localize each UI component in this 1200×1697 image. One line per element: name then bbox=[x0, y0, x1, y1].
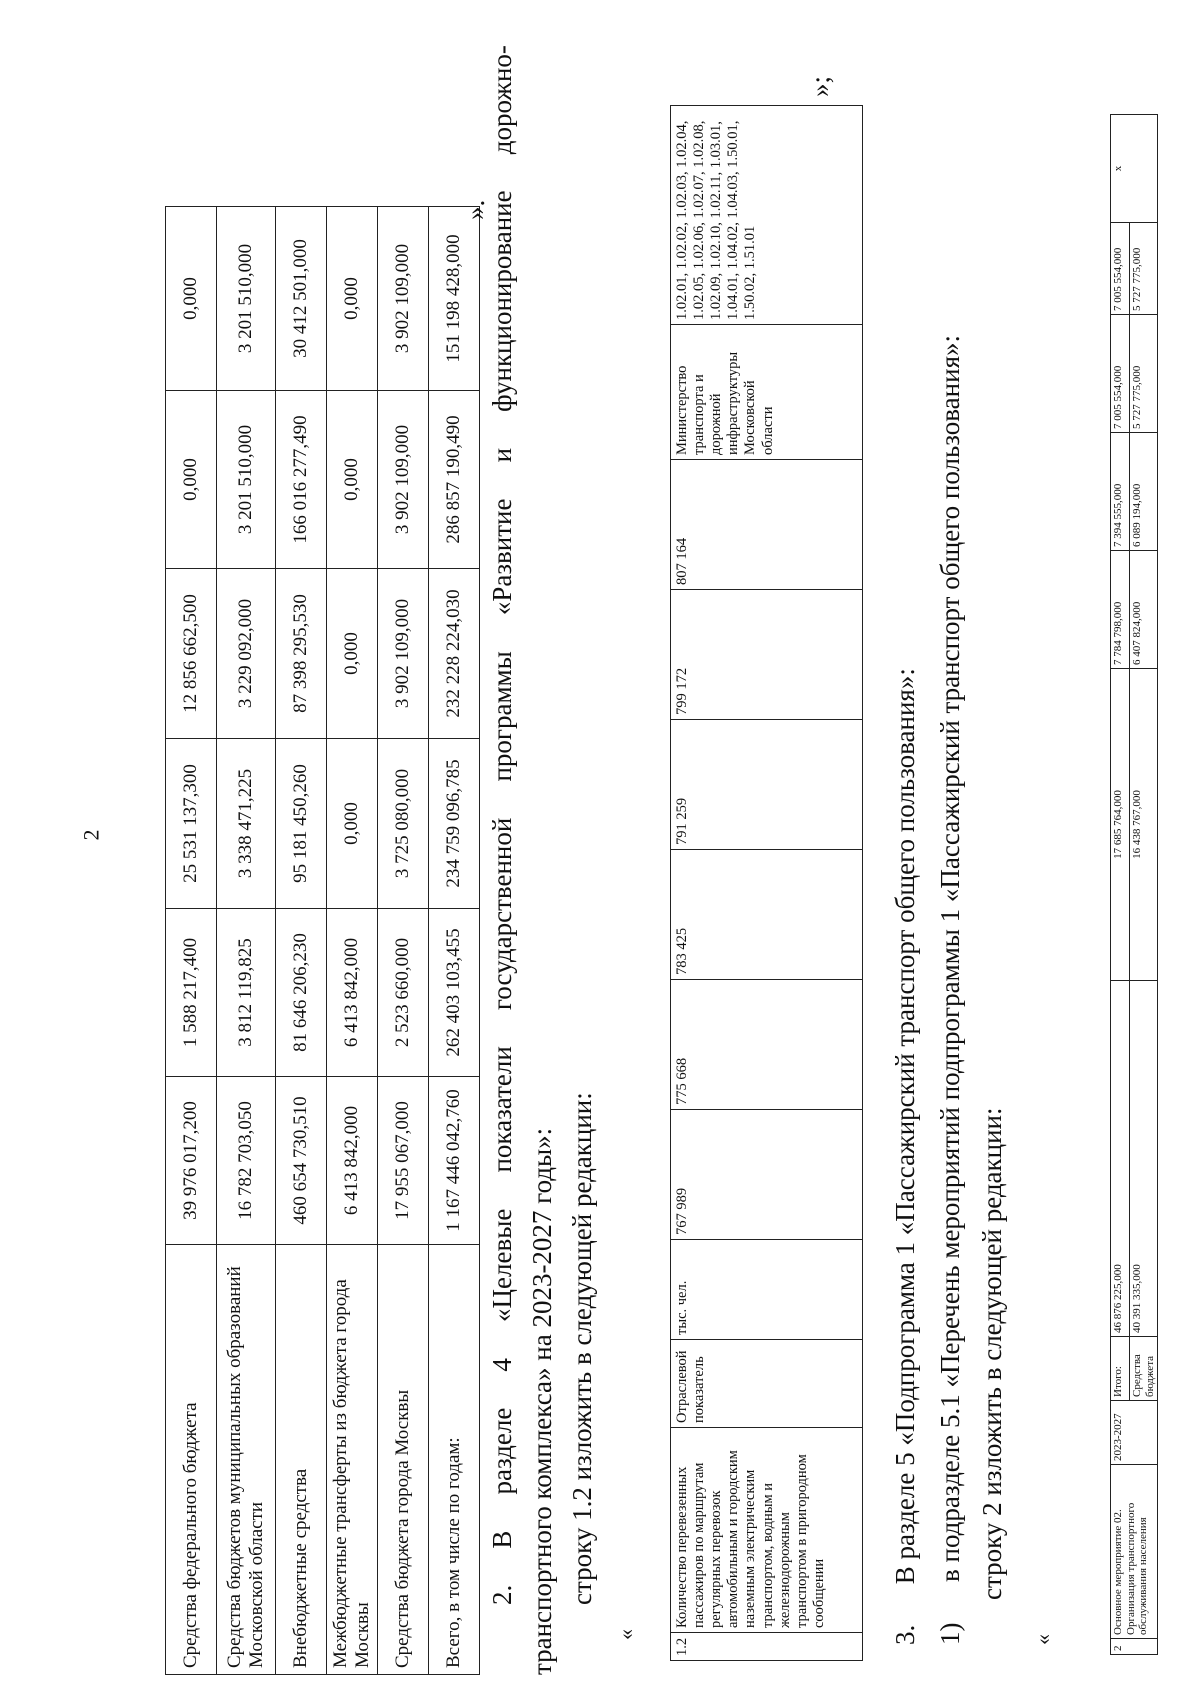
year-value: 5 727 775,000 bbox=[1130, 223, 1158, 315]
amount-cell: 151 198 428,000 bbox=[429, 207, 480, 391]
page-number: 2 bbox=[78, 829, 104, 841]
total-value: 40 391 335,000 bbox=[1130, 981, 1158, 1337]
source-label: Средства бюджетов муниципальных образований Московской области bbox=[217, 1245, 276, 1675]
year-value: 775 668 bbox=[671, 980, 863, 1110]
section3-num: 3. bbox=[890, 1624, 920, 1645]
amount-cell: 1 167 446 042,760 bbox=[429, 1077, 480, 1245]
section2-word: и bbox=[487, 447, 517, 463]
amount-cell: 0,000 bbox=[166, 207, 217, 391]
amount-cell: 6 413 842,000 bbox=[327, 909, 378, 1077]
amount-cell: 0,000 bbox=[327, 207, 378, 391]
source-label: Средства бюджета bbox=[1130, 1337, 1158, 1401]
closing-quote-2: »; bbox=[805, 75, 835, 97]
section3-sub-num: 1) bbox=[935, 1622, 965, 1645]
amount-cell: 286 857 190,490 bbox=[429, 391, 480, 569]
amount-cell: 6 413 842,000 bbox=[327, 1077, 378, 1245]
measure-row bbox=[1111, 115, 1130, 1655]
amount-cell: 3 338 471,225 bbox=[217, 739, 276, 909]
amount-cell: 0,000 bbox=[327, 391, 378, 569]
indicator-unit: тыс. чел. bbox=[671, 1240, 863, 1340]
year-value: 6 407 824,000 bbox=[1130, 551, 1158, 669]
amount-cell: 0,000 bbox=[166, 391, 217, 569]
open-quote-2: « bbox=[1030, 1634, 1055, 1645]
amount-cell: 0,000 bbox=[327, 569, 378, 739]
total-value: 46 876 225,000 bbox=[1111, 981, 1130, 1337]
financing-row bbox=[378, 207, 429, 1675]
year-value: 7 005 554,000 bbox=[1111, 315, 1130, 433]
section2-word: «Целевые bbox=[487, 1208, 517, 1322]
amount-cell: 17 955 067,000 bbox=[378, 1077, 429, 1245]
source-label: Всего, в том числе по годам: bbox=[429, 1245, 480, 1675]
amount-cell: 3 812 119,825 bbox=[217, 909, 276, 1077]
amount-cell: 3 201 510,000 bbox=[217, 391, 276, 569]
financing-row bbox=[166, 207, 217, 1675]
financing-row bbox=[429, 207, 480, 1675]
source-label: Межбюджетные трансферты из бюджета города Москвы bbox=[327, 1245, 378, 1675]
measure-period: 2023-2027 bbox=[1111, 1401, 1158, 1465]
row-number: 1.2 bbox=[671, 1633, 863, 1661]
amount-cell: 166 016 277,490 bbox=[276, 391, 327, 569]
section2-line3: строку 1.2 изложить в следующей редакции: bbox=[567, 1092, 597, 1605]
indicator-table bbox=[670, 105, 863, 1661]
measure-name: Основное мероприятие 02. Организация транспортного обслуживания населения bbox=[1111, 1465, 1158, 1639]
amount-cell: 460 654 730,510 bbox=[276, 1077, 327, 1245]
section3-line1 bbox=[890, 668, 921, 1645]
section2-num: 2. bbox=[487, 1584, 517, 1605]
cross-mark: х bbox=[1111, 115, 1158, 223]
section2-word: «Развитие bbox=[487, 498, 517, 616]
section3-text: В разделе 5 «Подпрограмма 1 «Пассажирский транспорт общего пользования»: bbox=[890, 668, 920, 1585]
amount-cell: 3 902 109,000 bbox=[378, 207, 429, 391]
amount-cell: 232 228 224,030 bbox=[429, 569, 480, 739]
open-quote: « bbox=[613, 1629, 638, 1640]
amount-cell: 39 976 017,200 bbox=[166, 1077, 217, 1245]
financing-row bbox=[327, 207, 378, 1675]
amount-cell: 3 902 109,000 bbox=[378, 391, 429, 569]
closing-quote: ». bbox=[460, 199, 490, 220]
indicator-row bbox=[671, 106, 863, 1661]
year-value: 783 425 bbox=[671, 850, 863, 980]
source-label: Итого: bbox=[1111, 1337, 1130, 1401]
year-value: 7 394 555,000 bbox=[1111, 433, 1130, 551]
mid-value: 16 438 767,000 bbox=[1130, 669, 1158, 981]
financing-table bbox=[165, 206, 480, 1675]
source-label: Средства федерального бюджета bbox=[166, 1245, 217, 1675]
amount-cell: 3 201 510,000 bbox=[217, 207, 276, 391]
year-value: 767 989 bbox=[671, 1110, 863, 1240]
section2-word: функционирование bbox=[487, 190, 517, 412]
section2-word: дорожно- bbox=[487, 45, 517, 155]
amount-cell: 3 229 092,000 bbox=[217, 569, 276, 739]
amount-cell: 262 403 103,455 bbox=[429, 909, 480, 1077]
amount-cell: 16 782 703,050 bbox=[217, 1077, 276, 1245]
source-label: Внебюджетные средства bbox=[276, 1245, 327, 1675]
section2-word: разделе bbox=[487, 1407, 517, 1495]
section2-line2: транспортного комплекса» на 2023-2027 годы»: bbox=[527, 1127, 557, 1675]
amount-cell: 234 759 096,785 bbox=[429, 739, 480, 909]
amount-cell: 81 646 206,230 bbox=[276, 909, 327, 1077]
section2-word: показатели bbox=[487, 1046, 517, 1173]
amount-cell: 25 531 137,300 bbox=[166, 739, 217, 909]
amount-cell: 30 412 501,000 bbox=[276, 207, 327, 391]
amount-cell: 12 856 662,500 bbox=[166, 569, 217, 739]
indicator-name: Количество перевезенных пассажиров по маршрутам регулярных перевозок автомобильным и городским наземным электрическим транспортом, водным и железнодорожным транспортом в пригородном сообщении bbox=[671, 1428, 863, 1633]
section2-word: В bbox=[487, 1530, 517, 1549]
measure-codes: 1.02.01, 1.02.02, 1.02.03, 1.02.04, 1.02.05, 1.02.06, 1.02.07, 1.02.08, 1.02.09, 1.02.10, 1.02.11, 1.03.01, 1.04.01, 1.04.02, 1.04.03, 1.50.01, 1.50.02, 1.51.01 bbox=[671, 106, 863, 325]
section2-word: программы bbox=[487, 651, 517, 782]
amount-cell: 95 181 450,260 bbox=[276, 739, 327, 909]
amount-cell: 2 523 660,000 bbox=[378, 909, 429, 1077]
measure-number: 2 bbox=[1111, 1639, 1158, 1655]
indicator-type: Отраслевой показатель bbox=[671, 1340, 863, 1428]
amount-cell: 3 725 080,000 bbox=[378, 739, 429, 909]
amount-cell: 3 902 109,000 bbox=[378, 569, 429, 739]
year-value: 5 727 775,000 bbox=[1130, 315, 1158, 433]
financing-row bbox=[276, 207, 327, 1675]
amount-cell: 1 588 217,400 bbox=[166, 909, 217, 1077]
section2-word: государственной bbox=[487, 817, 517, 1011]
section2-line1 bbox=[487, 45, 518, 1605]
year-value: 7 005 554,000 bbox=[1111, 223, 1130, 315]
year-value: 807 164 bbox=[671, 460, 863, 590]
measure-table bbox=[1110, 114, 1158, 1655]
responsible-body: Министерство транспорта и дорожной инфраструктуры Московской области bbox=[671, 325, 863, 460]
section2-word: 4 bbox=[487, 1358, 517, 1372]
year-value: 791 259 bbox=[671, 720, 863, 850]
financing-row bbox=[217, 207, 276, 1675]
section3-line2 bbox=[935, 335, 966, 1645]
amount-cell: 0,000 bbox=[327, 739, 378, 909]
amount-cell: 87 398 295,530 bbox=[276, 569, 327, 739]
section3-sub-text: в подразделе 5.1 «Перечень мероприятий подпрограммы 1 «Пассажирский транспорт общего пользования»: bbox=[935, 335, 965, 1582]
year-value: 6 089 194,000 bbox=[1130, 433, 1158, 551]
document-body bbox=[165, 35, 1200, 1675]
mid-value: 17 685 764,000 bbox=[1111, 669, 1130, 981]
section3-line3: строку 2 изложить в следующей редакции: bbox=[977, 1107, 1007, 1600]
source-label: Средства бюджета города Москвы bbox=[378, 1245, 429, 1675]
year-value: 799 172 bbox=[671, 590, 863, 720]
year-value: 7 784 798,000 bbox=[1111, 551, 1130, 669]
